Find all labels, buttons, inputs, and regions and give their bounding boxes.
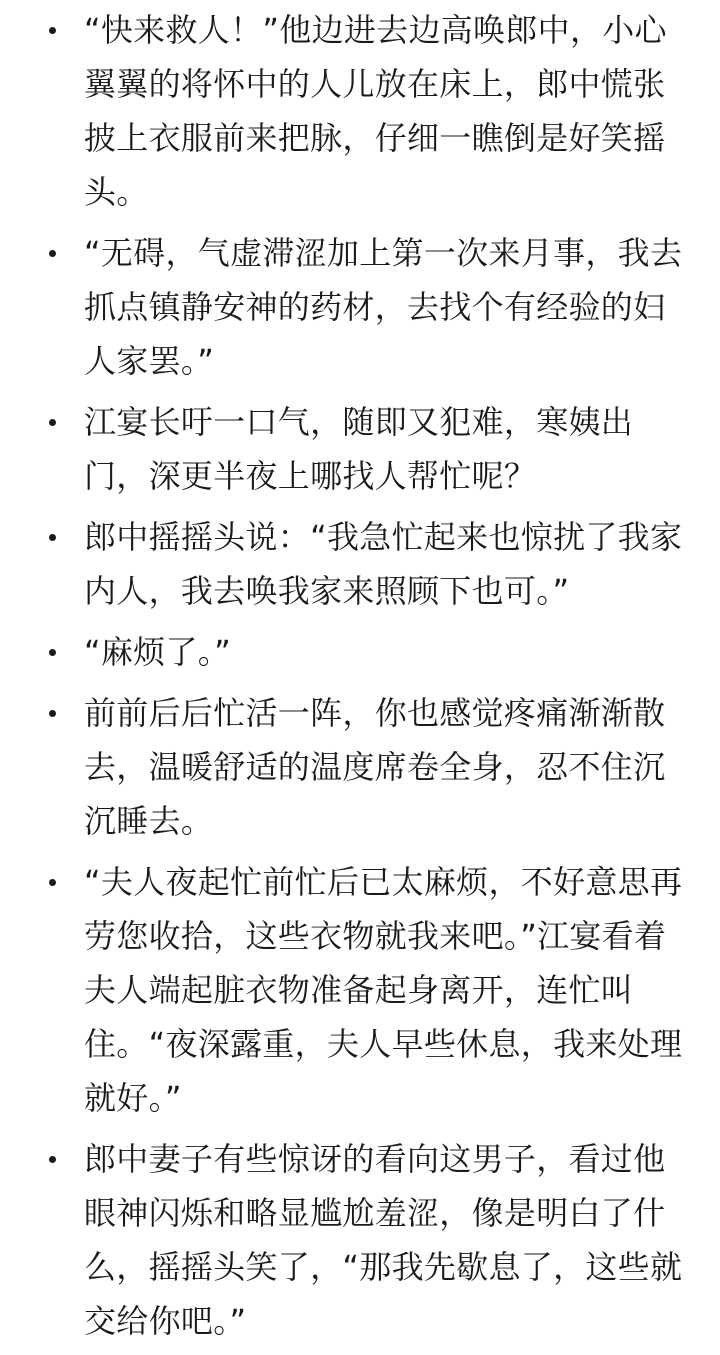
list-item (0, 855, 720, 1125)
paragraph-text: 郎中妻子有些惊讶的看向这男子，看过他眼神闪烁和略显尴尬羞涩，像是明白了什么，摇摇头笑了，“那我先歇息了，这些就交给你吧。” (84, 1140, 683, 1340)
bullet-dot-icon (49, 710, 56, 717)
list-item (0, 510, 720, 618)
paragraph-text: “快来救人！”他边进去边高唤郎中，小心翼翼的将怀中的人儿放在床上，郎中慌张披上衣服前来把脉，仔细一瞧倒是好笑摇头。 (84, 11, 667, 211)
bullet-dot-icon (49, 419, 56, 426)
bullet-dot-icon (49, 534, 56, 541)
bullet-dot-icon (49, 1156, 56, 1163)
bullet-dot-icon (49, 649, 56, 656)
bullet-dot-icon (49, 27, 56, 34)
list-item (0, 3, 720, 219)
paragraph-text: 郎中摇摇头说：“我急忙起来也惊扰了我家内人，我去唤我家来照顾下也可。” (84, 518, 683, 610)
bullet-dot-icon (49, 250, 56, 257)
list-item (0, 686, 720, 848)
list-item (0, 625, 720, 679)
paragraph-text: “无碍，气虚滞涩加上第一次来月事，我去抓点镇静安神的药材，去找个有经验的妇人家罢。” (84, 234, 683, 380)
list-item (0, 395, 720, 503)
paragraph-text: 江宴长吁一口气，随即又犯难，寒姨出门，深更半夜上哪找人帮忙呢？ (84, 403, 634, 495)
list-item (0, 1132, 720, 1348)
bullet-list (0, 3, 720, 1355)
bullet-dot-icon (49, 879, 56, 886)
paragraph-text: “麻烦了。” (84, 633, 231, 671)
paragraph-text: 前前后后忙活一阵，你也感觉疼痛渐渐散去，温暖舒适的温度席卷全身，忍不住沉沉睡去。 (84, 694, 666, 840)
list-item (0, 226, 720, 388)
paragraph-text: “夫人夜起忙前忙后已太麻烦，不好意思再劳您收拾，这些衣物就我来吧。”江宴看着夫人端起脏衣物准备起身离开，连忙叫住。“夜深露重，夫人早些休息，我来处理就好。” (84, 863, 683, 1117)
